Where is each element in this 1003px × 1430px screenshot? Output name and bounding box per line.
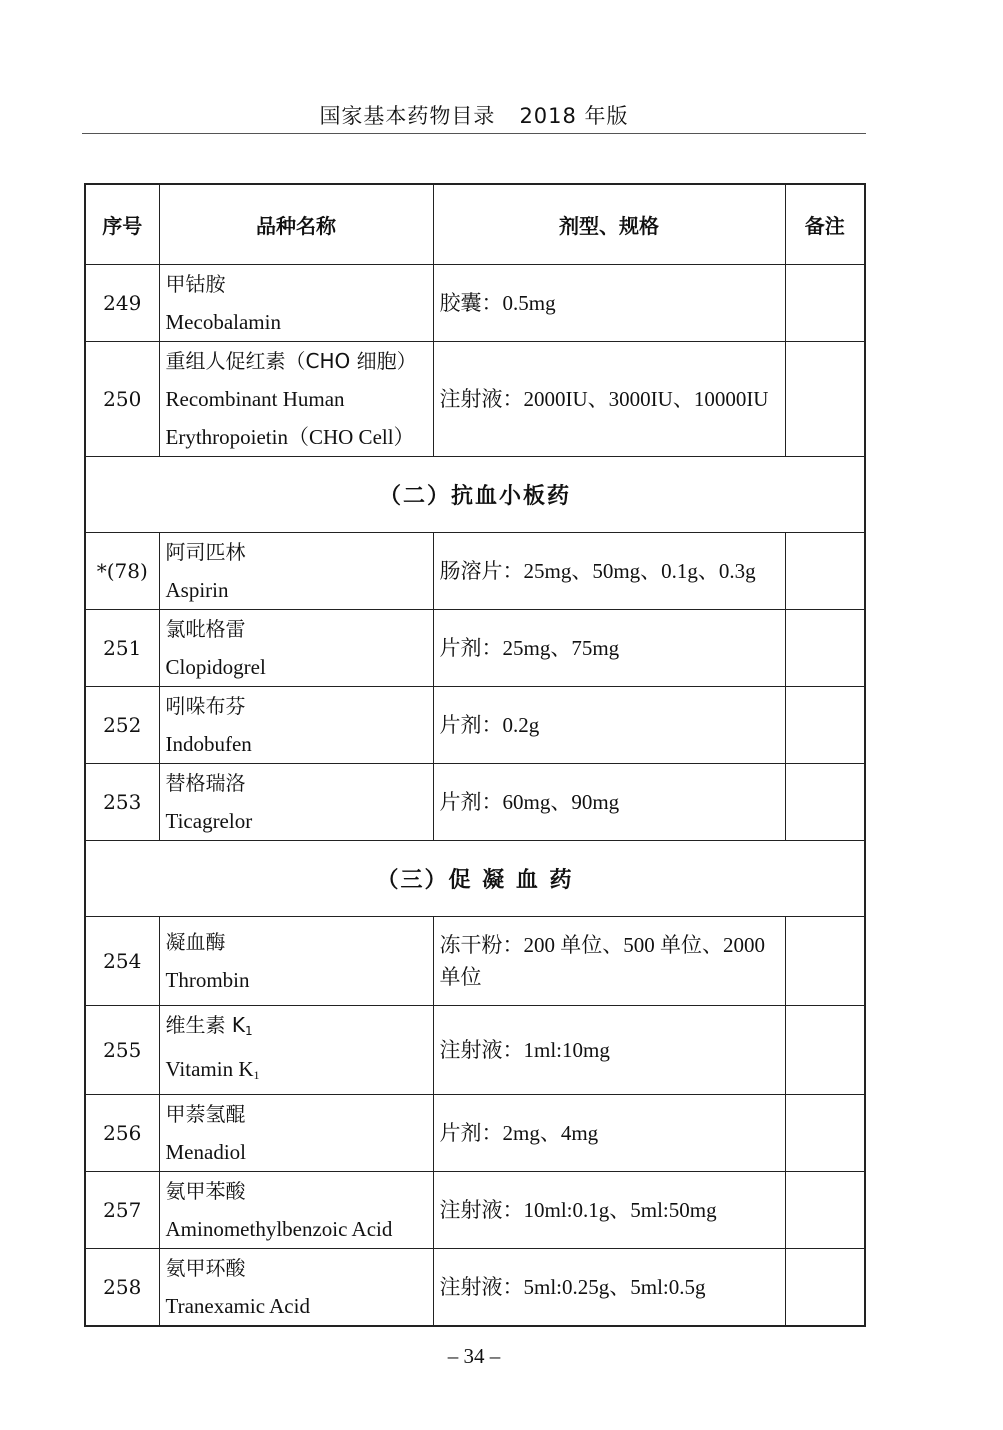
- drug-spec: 片剂：0.2g: [433, 686, 785, 763]
- row-number: 257: [85, 1171, 159, 1248]
- drug-name-en: [166, 1050, 433, 1094]
- table-header-row: [85, 184, 865, 264]
- drug-name-cn: 氯吡格雷: [165, 616, 246, 641]
- column-header-number: 序号: [85, 184, 159, 264]
- drug-spec: 片剂：2mg、4mg: [433, 1094, 785, 1171]
- drug-spec: 片剂：60mg、90mg: [433, 763, 785, 840]
- drug-name-cn: 吲哚布芬: [165, 693, 246, 718]
- drug-name-cn: [166, 1006, 433, 1050]
- table-row: [85, 1171, 865, 1248]
- table-row: [85, 1005, 865, 1094]
- row-number: 249: [85, 264, 159, 341]
- drug-name-en: Thrombin: [165, 967, 250, 992]
- drug-spec: 注射液：10ml:0.1g、5ml:50mg: [433, 1171, 785, 1248]
- drug-spec: 注射液：1ml:10mg: [433, 1005, 785, 1094]
- subscript: 1: [244, 1023, 253, 1038]
- table-row: [85, 264, 865, 341]
- column-header-spec: 剂型、规格: [433, 184, 785, 264]
- section-title: （三）促 凝 血 药: [85, 840, 865, 916]
- drug-spec: 注射液：5ml:0.25g、5ml:0.5g: [433, 1248, 785, 1326]
- catalog-title: 国家基本药物目录: [319, 104, 496, 128]
- section-row: [85, 840, 865, 916]
- drug-note: [785, 264, 865, 341]
- drug-name-en: Aminomethylbenzoic Acid: [165, 1216, 393, 1241]
- column-header-name: 品种名称: [159, 184, 433, 264]
- drug-spec: 片剂：25mg、75mg: [433, 609, 785, 686]
- drug-name-cn: 甲萘氢醌: [165, 1101, 246, 1126]
- drug-name: [159, 916, 433, 1005]
- drug-spec: 冻干粉：200 单位、500 单位、2000 单位: [433, 916, 785, 1005]
- drug-name-en: Aspirin: [165, 577, 229, 602]
- table-row: [85, 609, 865, 686]
- drug-spec: 注射液：2000IU、3000IU、10000IU: [433, 341, 785, 456]
- drug-name-cn: 凝血酶: [165, 929, 226, 954]
- page-header: [82, 100, 866, 130]
- drug-name: [159, 686, 433, 763]
- drug-name-en: Tranexamic Acid: [165, 1293, 310, 1318]
- row-number: 256: [85, 1094, 159, 1171]
- row-number: 254: [85, 916, 159, 1005]
- drug-note: [785, 609, 865, 686]
- table-row: [85, 1248, 865, 1326]
- drug-note: [785, 341, 865, 456]
- drug-name-en: Clopidogrel: [165, 654, 266, 679]
- drug-note: [785, 1005, 865, 1094]
- row-number: 250: [85, 341, 159, 456]
- header-rule: [82, 133, 866, 134]
- drug-name: [159, 1171, 433, 1248]
- drug-name: [159, 609, 433, 686]
- drug-note: [785, 916, 865, 1005]
- column-header-note: 备注: [785, 184, 865, 264]
- drug-note: [785, 1094, 865, 1171]
- drug-name: [159, 1248, 433, 1326]
- drug-name-en: Mecobalamin: [165, 309, 281, 334]
- table-row: [85, 1094, 865, 1171]
- page-number: – 34 –: [447, 1344, 501, 1368]
- table-row: [85, 341, 865, 456]
- drug-note: [785, 686, 865, 763]
- drug-name-cn: 替格瑞洛: [165, 770, 246, 795]
- row-number: *(78): [85, 532, 159, 609]
- table-row: [85, 532, 865, 609]
- drug-name-en-line2: Erythropoietin（CHO Cell）: [165, 424, 415, 449]
- row-number: 255: [85, 1005, 159, 1094]
- row-number: 252: [85, 686, 159, 763]
- row-number: 251: [85, 609, 159, 686]
- drug-name-cn: 甲钴胺: [165, 271, 226, 296]
- table-row: [85, 686, 865, 763]
- row-number: 258: [85, 1248, 159, 1326]
- drug-name-en: Menadiol: [165, 1139, 246, 1164]
- catalog-edition: 2018 年版: [519, 104, 629, 128]
- drug-name-cn: 氨甲环酸: [165, 1255, 246, 1280]
- subscript: 1: [253, 1067, 260, 1082]
- drug-name-en: Indobufen: [165, 731, 252, 756]
- drug-table: [84, 183, 866, 1327]
- drug-name: [159, 763, 433, 840]
- drug-name: [159, 1094, 433, 1171]
- drug-name: [159, 341, 433, 456]
- drug-name: [159, 1005, 433, 1094]
- drug-name-cn: 重组人促红素（CHO 细胞）: [165, 348, 417, 373]
- drug-spec: 胶囊：0.5mg: [433, 264, 785, 341]
- drug-name: [159, 532, 433, 609]
- drug-name-en: Recombinant Human: [165, 386, 345, 411]
- drug-name-cn: 阿司匹林: [165, 539, 246, 564]
- section-row: [85, 456, 865, 532]
- drug-note: [785, 1171, 865, 1248]
- drug-name-cn: 氨甲苯酸: [165, 1178, 246, 1203]
- drug-spec: 肠溶片：25mg、50mg、0.1g、0.3g: [433, 532, 785, 609]
- table-row: [85, 763, 865, 840]
- row-number: 253: [85, 763, 159, 840]
- drug-name-en: Ticagrelor: [165, 808, 253, 833]
- drug-note: [785, 1248, 865, 1326]
- drug-note: [785, 763, 865, 840]
- drug-name-cn-text: 维生素 K: [165, 1012, 245, 1037]
- drug-note: [785, 532, 865, 609]
- section-title: （二）抗血小板药: [85, 456, 865, 532]
- drug-name-en-text: Vitamin K: [165, 1056, 254, 1081]
- table-row: [85, 916, 865, 1005]
- drug-name: [159, 264, 433, 341]
